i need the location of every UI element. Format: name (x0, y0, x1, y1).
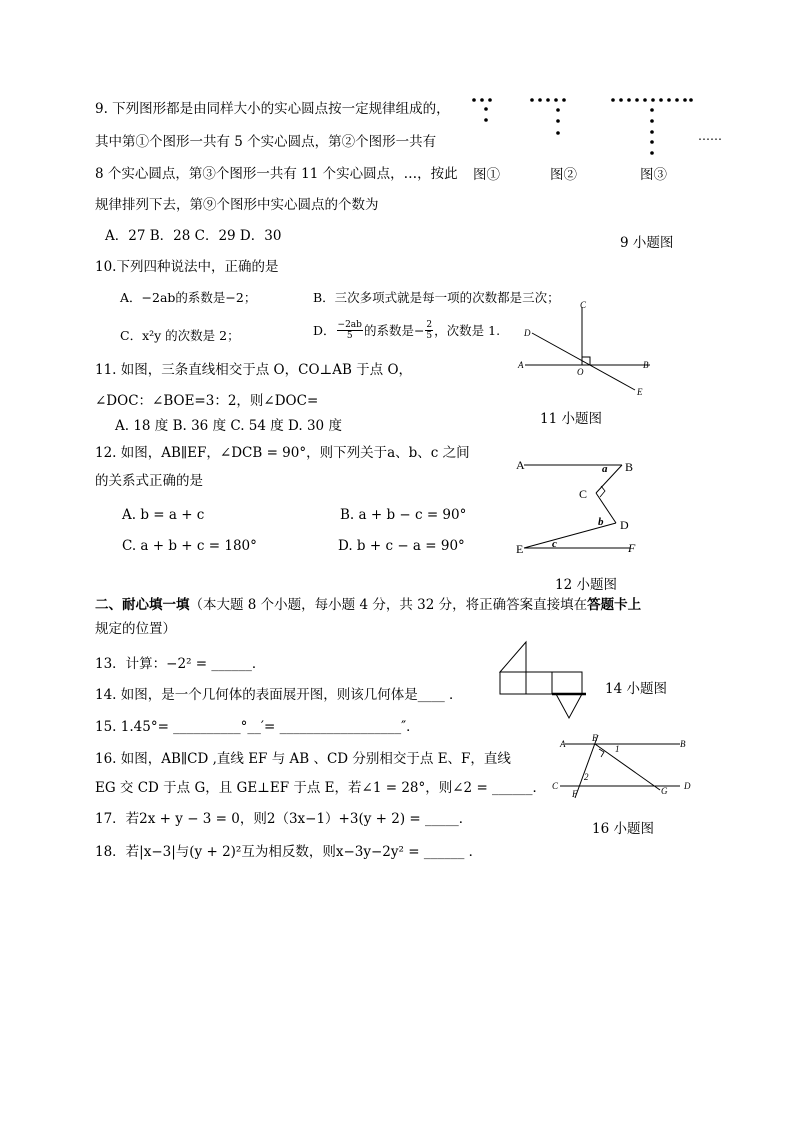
q10-option-d (313, 320, 500, 341)
q14-net-square3 (552, 672, 582, 694)
q14-net-figure (498, 640, 593, 720)
q11-line2: ∠DOC：∠BOE=3：2，则∠DOC= (95, 393, 319, 409)
q11-figure (510, 295, 660, 405)
q12-option-d: D. b + c − a = 90° (338, 538, 465, 554)
q16-line2: EG 交 CD 于点 G，且 GE⊥EF 于点 E，若∠1 = 28°，则∠2 = ______． (95, 780, 547, 796)
q9-line1: 9. 下列图形都是由同样大小的实心圆点按一定规律组成的， (95, 101, 450, 117)
q16-label-f: F (572, 789, 578, 799)
q10-option-a: A．−2ab的系数是−2； (120, 290, 257, 305)
q12-line1: 12. 如图，AB∥EF，∠DCB = 90°，则下列关于a、b、c 之间 (95, 445, 470, 461)
q16-label-a: A (560, 739, 566, 749)
q12-option-c: C. a + b + c = 180° (122, 538, 257, 554)
q9-figure3-dots (611, 98, 693, 155)
section2-title: 二、耐心填一填 (95, 597, 190, 613)
q16-angle-2: 2 (584, 772, 589, 782)
q10-fraction2-denominator: 5 (426, 331, 433, 341)
q12-label-f: F (628, 541, 636, 555)
q16-figure (550, 730, 700, 805)
q11-line-de (532, 333, 635, 390)
q10-option-d-fraction1 (337, 320, 363, 341)
q10-option-d-prefix: D． (313, 322, 336, 338)
q10-fraction1-numerator: −2ab (337, 320, 362, 330)
q16-label-c: C (552, 781, 559, 791)
q14-net-bottom-triangle (556, 694, 582, 718)
section2-answer-card: 答题卡上 (587, 597, 642, 613)
q14-net-square1 (500, 672, 526, 694)
q9-line3: 8 个实心圆点，第③个图形一共有 11 个实心圆点，…，按此 (95, 166, 458, 182)
q10-option-c: C．x²y 的次数是 2； (120, 328, 240, 343)
q10-option-b: B．三次多项式就是每一项的次数都是三次； (313, 290, 560, 305)
q12-option-a: A. b = a + c (122, 507, 205, 523)
q14-net-square2 (526, 672, 552, 694)
q11-label-b: B (643, 360, 649, 370)
q10-option-d-suffix: ，次数是 1. (434, 322, 501, 338)
q11-line1: 11. 如图，三条直线相交于点 O，CO⊥AB 于点 O， (95, 362, 413, 378)
q12-line2: 的关系式正确的是 (95, 473, 203, 489)
q9-caption: 9 小题图 (620, 235, 674, 251)
q12-angle-c: c (552, 538, 557, 550)
q9-ellipsis: …… (698, 129, 722, 143)
q16-caption: 16 小题图 (592, 821, 654, 837)
q12-label-a: A (516, 458, 525, 472)
q9-line2: 其中第①个图形一共有 5 个实心圆点，第②个图形一共有 (95, 134, 437, 150)
q10-fraction2-numerator: 2 (426, 320, 433, 330)
q15-text: 15. 1.45°= __________°__′= __________________″． (95, 719, 420, 735)
q12-label-d: D (620, 518, 629, 532)
q12-caption: 12 小题图 (555, 577, 617, 593)
q12-option-b: B. a + b − c = 90° (340, 507, 467, 523)
q16-label-b: B (680, 739, 686, 749)
q12-label-b: B (625, 460, 634, 474)
q12-angle-b: b (598, 516, 604, 528)
q11-caption: 11 小题图 (540, 411, 602, 427)
q14-caption: 14 小题图 (605, 681, 667, 697)
q18-text: 18．若|x−3|与(y + 2)²互为相反数，则x−3y−2y² = ______ ． (95, 844, 483, 860)
q11-label-e: E (637, 387, 643, 397)
q9-figure2-dots (530, 98, 566, 135)
q11-label-c: C (580, 300, 587, 310)
q12-label-e: E (516, 542, 524, 556)
q9-options: A．27 B．28 C．29 D．30 (105, 228, 282, 244)
q14-text: 14. 如图，是一个几何体的表面展开图，则该几何体是____ ． (95, 687, 463, 703)
q11-label-d: D (524, 328, 531, 338)
q16-label-e: E (592, 733, 598, 743)
q9-fig2-label: 图② (550, 167, 577, 183)
q9-fig3-label: 图③ (640, 167, 667, 183)
q16-angle-1: 1 (615, 744, 620, 754)
q17-text: 17．若2x + y − 3 = 0，则2（3x−1）+3(y + 2) = _____． (95, 811, 473, 827)
q12-figure (512, 455, 652, 560)
q14-net-top-triangle (500, 642, 526, 672)
q10-option-d-mid: 的系数是− (363, 322, 425, 338)
q9-dot-figures (465, 92, 705, 162)
q11-label-a: A (518, 360, 524, 370)
q13-text: 13．计算：−2² = ______． (95, 656, 266, 672)
q11-options: A. 18 度 B. 36 度 C. 54 度 D. 30 度 (115, 418, 342, 434)
section2-heading (95, 596, 641, 614)
q9-figure1-dots (472, 98, 492, 122)
q10-fraction1-denominator: 5 (346, 331, 353, 341)
q12-angle-a: a (602, 463, 608, 475)
q11-label-o: O (577, 367, 584, 377)
q12-line-bc (596, 465, 622, 493)
q16-label-g: G (661, 786, 668, 796)
q12-label-c: C (579, 487, 588, 501)
q16-line1: 16. 如图，AB∥CD ,直线 EF 与 AB 、CD 分别相交于点 E、F，直线 (95, 751, 511, 767)
q9-fig1-label: 图① (473, 167, 500, 183)
q9-line4: 规律排列下去，第⑨个图形中实心圆点的个数为 (95, 197, 379, 213)
section2-heading-line2: 规定的位置） (95, 621, 176, 637)
section2-instructions: （本大题 8 个小题，每小题 4 分，共 32 分，将正确答案直接填在 (189, 597, 588, 613)
q16-line-eg (595, 744, 660, 790)
q16-label-d: D (684, 781, 691, 791)
q10-option-d-fraction2 (425, 320, 433, 341)
q10-stem: 10.下列四种说法中，正确的是 (95, 259, 279, 275)
